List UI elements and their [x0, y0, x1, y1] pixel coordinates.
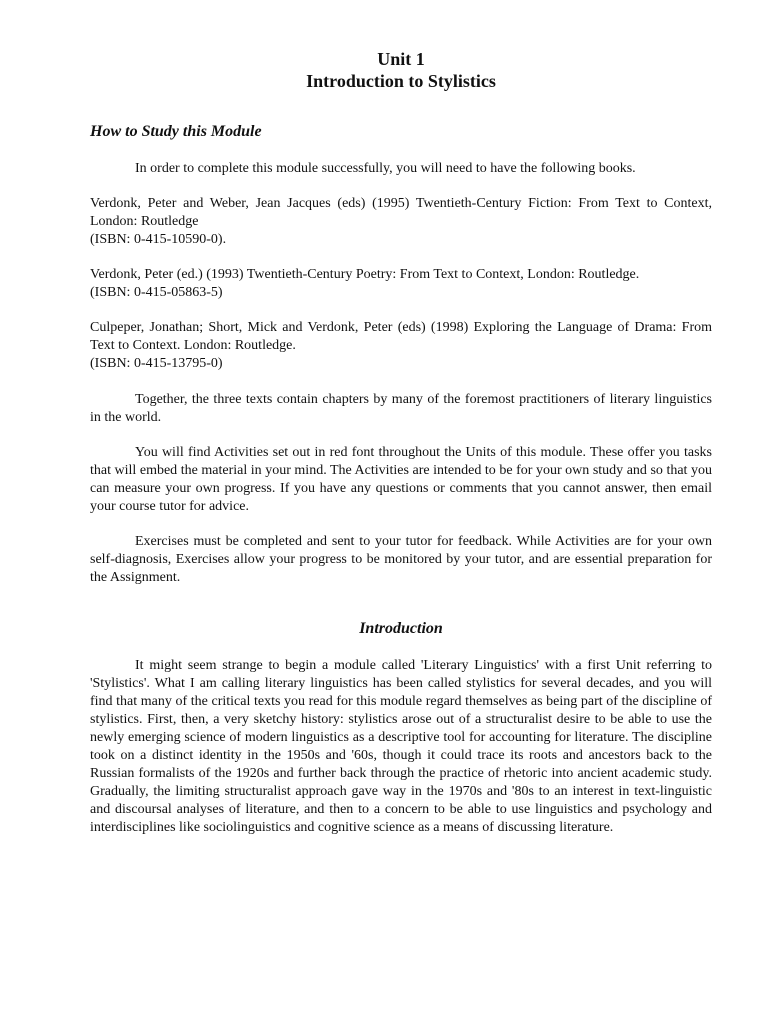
unit-number: Unit 1: [377, 49, 425, 69]
introduction-heading: Introduction: [359, 620, 443, 637]
unit-title: Introduction to Stylistics: [306, 71, 496, 91]
reference-item: [90, 319, 712, 373]
reference-citation: Culpeper, Jonathan; Short, Mick and Verdonk, Peter (eds) (1998) Exploring the Language of Drama: From Text to Context. London: Routledge.: [90, 320, 712, 353]
document-page: [90, 48, 712, 837]
together-paragraph: Together, the three texts contain chapters by many of the foremost practitioners of literary linguistics in the world.: [90, 392, 712, 425]
reference-citation: Verdonk, Peter (ed.) (1993) Twentieth-Century Poetry: From Text to Context, London: Routledge.: [90, 267, 640, 282]
how-to-study-intro: In order to complete this module successfully, you will need to have the following books.: [135, 161, 636, 176]
reference-citation: Verdonk, Peter and Weber, Jean Jacques (eds) (1995) Twentieth-Century Fiction: From Text to Context, London: Routledge: [90, 196, 712, 229]
reference-item: [90, 195, 712, 249]
introduction-body: It might seem strange to begin a module called 'Literary Linguistics' with a first Unit referring to 'Stylistics'. What I am calling literary linguistics has been called stylistics for several decades, and you will find that many of the critical texts you read for this module regard themselves as being part of the discipline of stylistics. First, then, a very sketchy history: stylistics arose out of a structuralist desire to be able to use the newly emerging science of modern linguistics as a descriptive tool for accounting for literature. The discipline took on a distinct identity in the 1950s and '60s, though it could trace its roots and ancestors back to the Russian formalists of the 1920s and further back through the practice of rhetoric into ancient academic study. Gradually, the limiting structuralist approach gave way in the 1970s and '80s to an interest in text-linguistic and discoursal analyses of literature, and then to a concern to be able to use linguistics and psychology and interdisciplines like sociolinguistics and cognitive science as a means of discussing literature.: [90, 658, 712, 835]
activities-paragraph: You will find Activities set out in red font throughout the Units of this module. These offer you tasks that will embed the material in your mind. The Activities are intended to be for your own study and so that you can measure your own progress. If you have any questions or comments that you cannot answer, then email your course tutor for advice.: [90, 445, 712, 514]
reference-item: [90, 266, 712, 302]
reference-isbn: (ISBN: 0-415-05863-5): [90, 285, 223, 300]
exercises-paragraph: Exercises must be completed and sent to your tutor for feedback. While Activities are for your own self-diagnosis, Exercises allow your progress to be monitored by your tutor, and are essential preparation for the Assignment.: [90, 534, 712, 585]
how-to-study-heading: How to Study this Module: [90, 123, 262, 140]
reference-isbn: (ISBN: 0-415-10590-0).: [90, 232, 227, 247]
reference-isbn: (ISBN: 0-415-13795-0): [90, 356, 223, 371]
